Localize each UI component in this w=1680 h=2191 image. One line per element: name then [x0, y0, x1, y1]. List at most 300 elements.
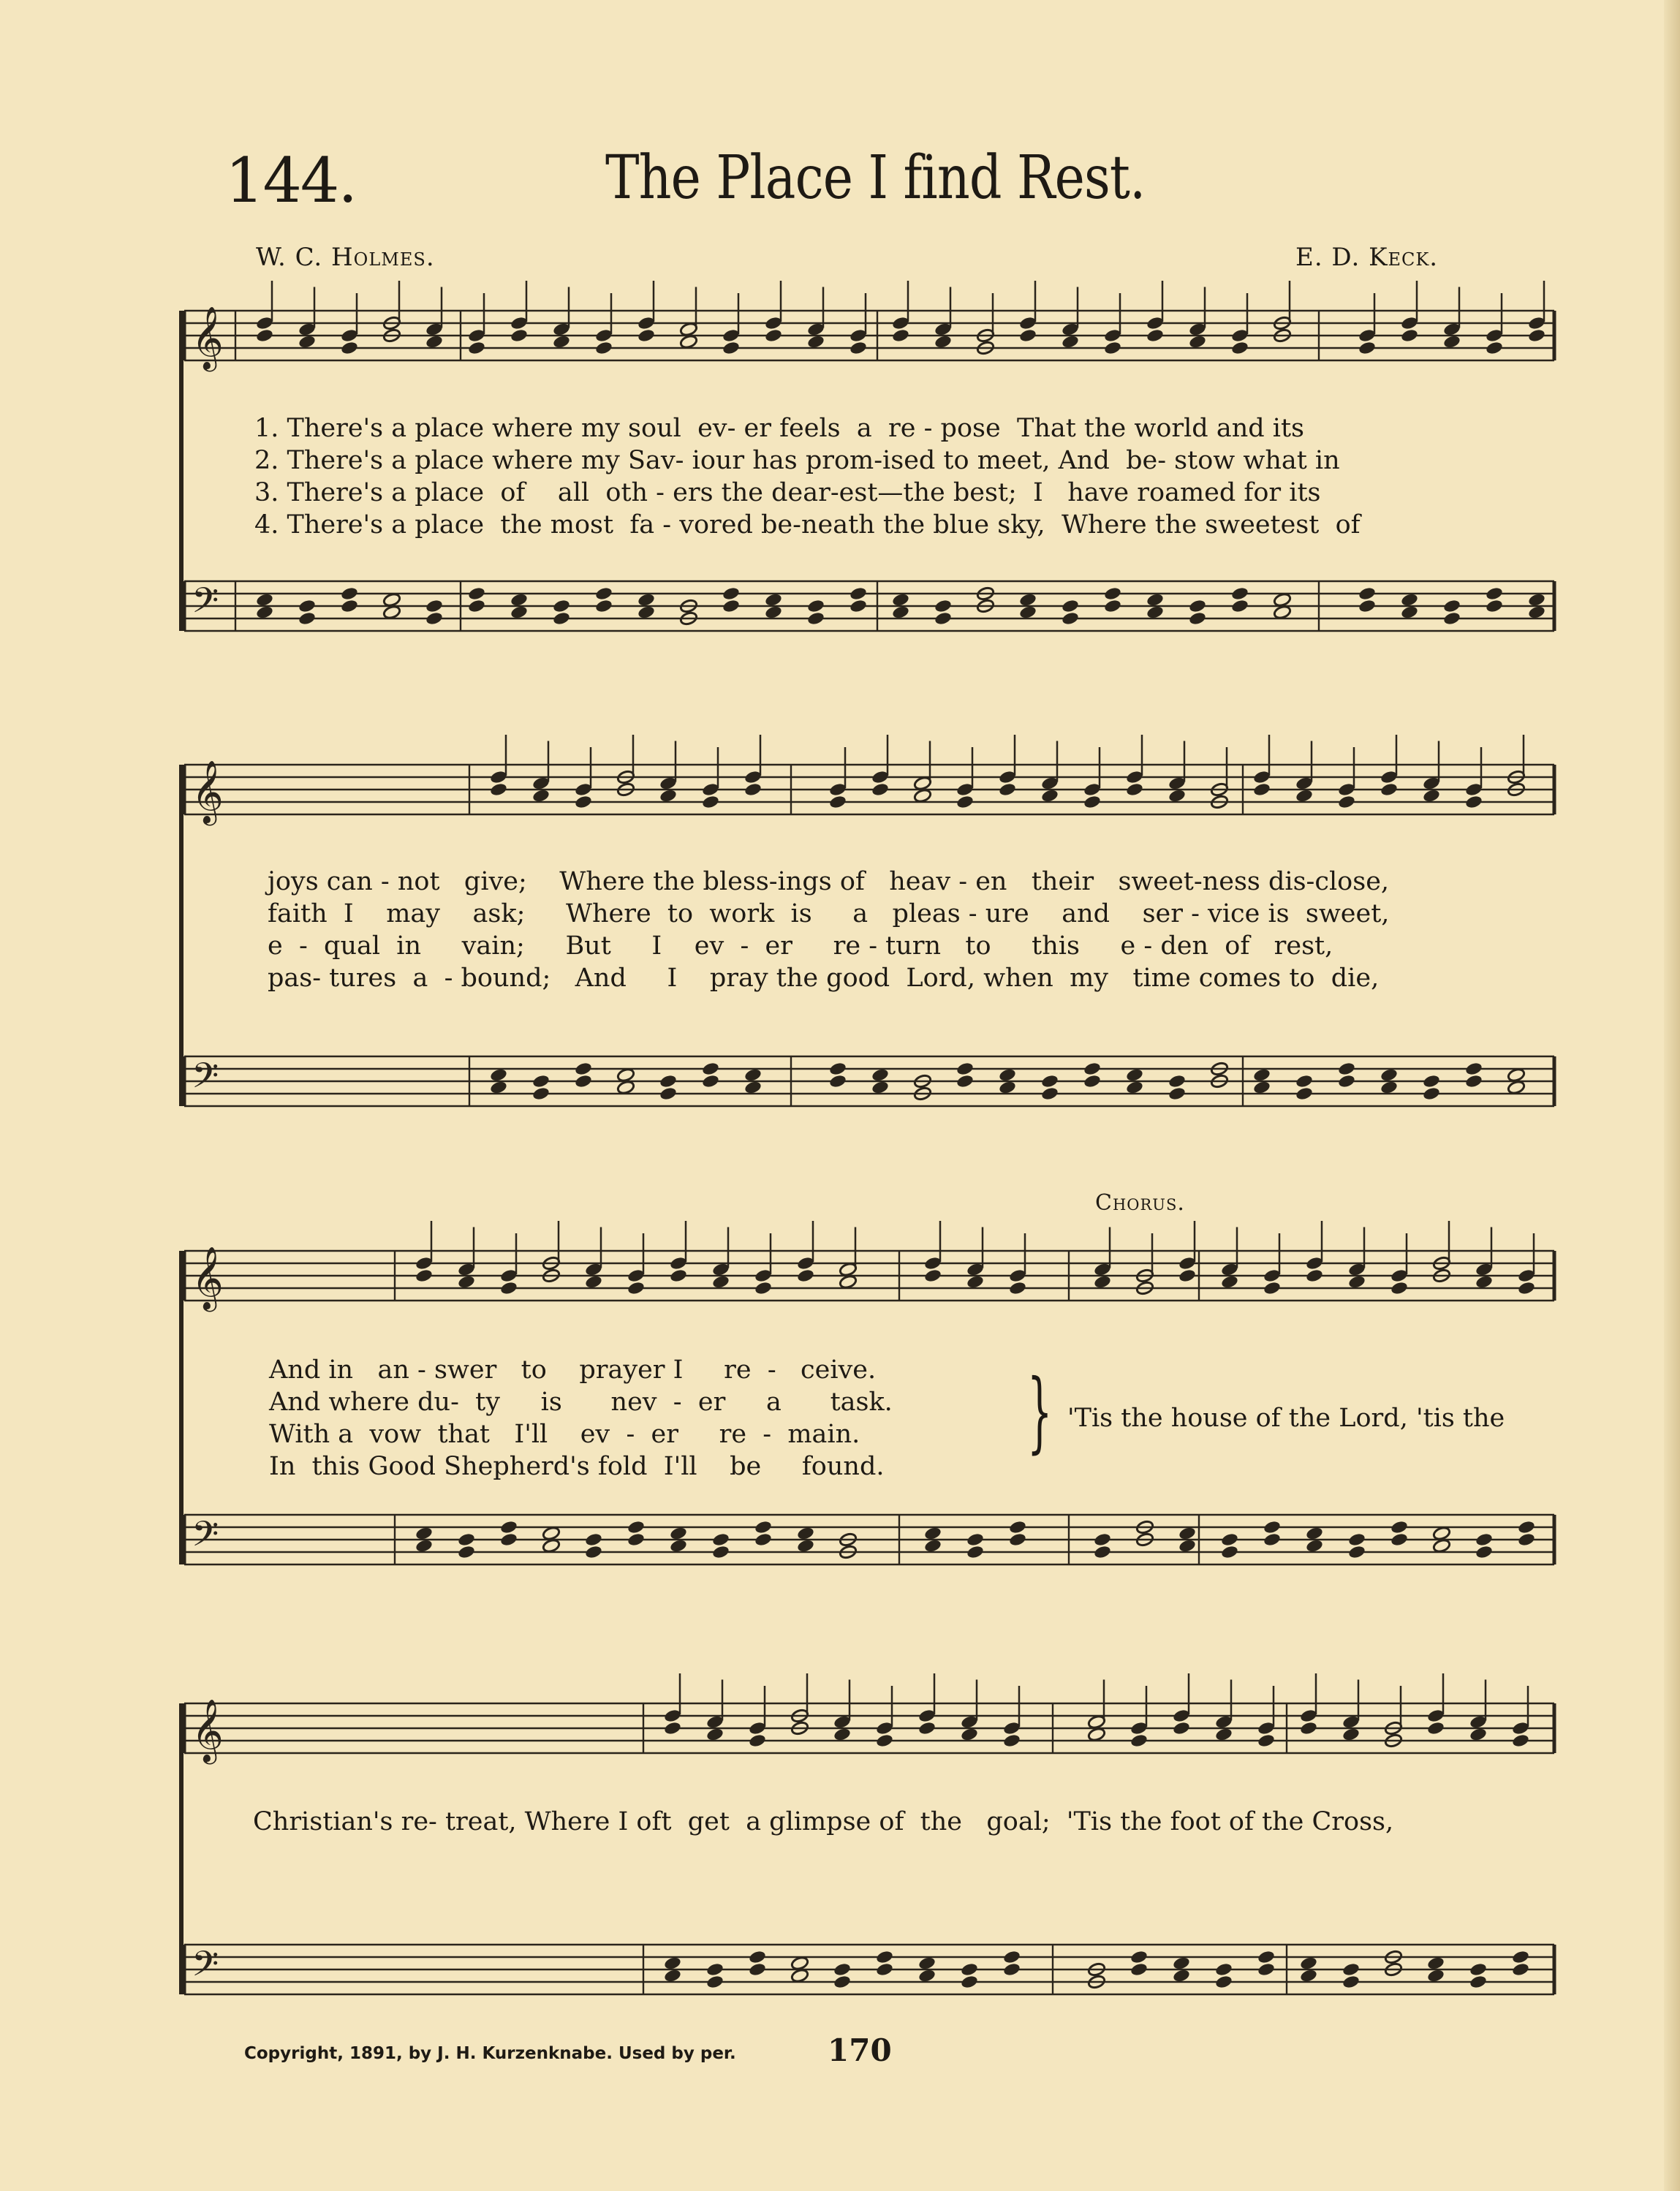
notehead: [1305, 1268, 1323, 1284]
lyric-verse-2: 2. There's a place where my Sav- iour has prom-ised to meet, And be- stow what in: [254, 446, 1340, 475]
notehead: [1358, 586, 1376, 602]
notehead: [806, 334, 825, 349]
notehead: [627, 1532, 645, 1548]
notehead: [637, 605, 655, 620]
notehead: [1230, 341, 1249, 356]
notehead: [1464, 1074, 1483, 1089]
notehead: [764, 592, 782, 608]
notehead: [1214, 1975, 1233, 1990]
notehead: [748, 1950, 766, 1965]
notehead: [1422, 1074, 1440, 1089]
notehead: [796, 1268, 814, 1284]
notehead: [917, 1968, 936, 1983]
notehead: [255, 592, 273, 608]
notehead: [754, 1281, 772, 1296]
notehead: [960, 1975, 978, 1990]
notehead: [1040, 788, 1059, 803]
notehead: [966, 1274, 984, 1290]
notehead: [1188, 599, 1206, 614]
chorus-label: Chorus.: [1095, 1190, 1185, 1216]
notehead: [1347, 1545, 1366, 1560]
notehead: [1008, 1532, 1026, 1548]
notehead: [1178, 1526, 1196, 1541]
notehead: [1220, 1532, 1238, 1548]
notehead: [1422, 788, 1440, 803]
notehead: [1125, 1080, 1143, 1095]
notehead: [542, 1526, 560, 1541]
notehead: [701, 1074, 719, 1089]
notehead: [425, 599, 443, 614]
notehead: [1432, 1526, 1450, 1541]
notehead: [711, 1532, 730, 1548]
notehead: [574, 795, 592, 810]
notehead: [1130, 1733, 1148, 1749]
notehead: [1342, 1975, 1360, 1990]
notehead: [415, 1538, 433, 1554]
notehead: [1527, 328, 1545, 344]
notehead: [1125, 1067, 1143, 1083]
notehead: [998, 782, 1016, 798]
notehead: [1168, 1074, 1186, 1089]
notehead: [998, 1067, 1016, 1083]
notehead: [966, 1545, 984, 1560]
notehead: [1257, 1950, 1275, 1965]
bass-clef-icon: 𝄢: [192, 580, 219, 629]
notehead: [960, 1962, 978, 1978]
notehead: [1002, 1950, 1021, 1965]
notehead: [1273, 605, 1291, 620]
notehead: [1214, 1727, 1233, 1742]
notehead: [1146, 592, 1164, 608]
notehead: [1347, 1274, 1366, 1290]
notehead: [1400, 592, 1418, 608]
notehead: [1442, 599, 1461, 614]
notehead: [828, 795, 847, 810]
notehead: [1146, 328, 1164, 344]
lyric-s2-line-2: faith I may ask; Where to work is a pleas - ure and ser - vice is sweet,: [268, 899, 1390, 928]
notehead: [584, 1545, 602, 1560]
notehead: [917, 1956, 936, 1971]
notehead: [1295, 788, 1313, 803]
notehead: [1527, 605, 1545, 620]
notehead: [552, 599, 570, 614]
notehead: [1018, 605, 1037, 620]
treble-clef-icon: 𝄞: [192, 1699, 224, 1762]
notehead: [489, 1067, 507, 1083]
notehead: [510, 605, 528, 620]
notehead: [1103, 586, 1121, 602]
notehead: [1475, 1274, 1493, 1290]
notehead: [1426, 1968, 1445, 1983]
notehead: [255, 328, 273, 344]
notehead: [574, 1074, 592, 1089]
notehead: [1517, 1281, 1535, 1296]
notehead: [1475, 1532, 1493, 1548]
notehead: [1008, 1520, 1026, 1535]
notehead: [298, 611, 316, 627]
notehead: [1507, 1067, 1525, 1083]
notehead: [467, 599, 485, 614]
lyric-s2-line-4: pas- tures a - bound; And I pray the good Lord, when my time comes to die,: [268, 964, 1380, 993]
notehead: [1507, 1080, 1525, 1095]
notehead: [1093, 1274, 1111, 1290]
notehead: [1252, 782, 1271, 798]
notehead: [1295, 1074, 1313, 1089]
notehead: [1002, 1733, 1021, 1749]
notehead: [1083, 795, 1101, 810]
notehead: [1263, 1532, 1281, 1548]
notehead: [1426, 1721, 1445, 1736]
notehead: [1422, 1086, 1440, 1102]
notehead: [616, 1067, 635, 1083]
notehead: [382, 605, 401, 620]
notehead: [1040, 1074, 1059, 1089]
notehead: [828, 1062, 847, 1077]
notehead: [1464, 1062, 1483, 1077]
notehead: [1230, 586, 1249, 602]
notehead: [1125, 782, 1143, 798]
notehead: [1257, 1962, 1275, 1978]
notehead: [457, 1274, 475, 1290]
notehead: [1103, 341, 1121, 356]
lyric-s4-line: Christian's re- treat, Where I oft get a glimpse of the goal; 'Tis the foot of the Cross,: [253, 1807, 1394, 1836]
notehead: [1305, 1538, 1323, 1554]
notehead: [1146, 605, 1164, 620]
notehead: [663, 1721, 681, 1736]
notehead: [574, 1062, 592, 1077]
notehead: [754, 1520, 772, 1535]
notehead: [669, 1538, 687, 1554]
notehead: [1093, 1545, 1111, 1560]
notehead: [1040, 1086, 1059, 1102]
notehead: [849, 599, 867, 614]
treble-clef-icon: 𝄞: [192, 1246, 224, 1309]
notehead: [679, 334, 697, 349]
notehead: [871, 1080, 889, 1095]
notehead: [1511, 1950, 1529, 1965]
notehead: [659, 1074, 677, 1089]
notehead: [1380, 1080, 1398, 1095]
notehead: [1295, 1086, 1313, 1102]
notehead: [1475, 1545, 1493, 1560]
notehead: [1214, 1962, 1233, 1978]
notehead: [1485, 599, 1503, 614]
notehead: [934, 599, 952, 614]
notehead: [1130, 1962, 1148, 1978]
notehead: [1172, 1956, 1190, 1971]
lyric-s3-line-1: And in an - swer to prayer I re - ceive.: [269, 1355, 877, 1385]
notehead: [1380, 782, 1398, 798]
notehead: [1168, 1086, 1186, 1102]
notehead: [806, 611, 825, 627]
notehead: [828, 1074, 847, 1089]
notehead: [1337, 795, 1355, 810]
notehead: [711, 1545, 730, 1560]
notehead: [1178, 1268, 1196, 1284]
notehead: [891, 592, 909, 608]
notehead: [1061, 599, 1079, 614]
notehead: [584, 1532, 602, 1548]
notehead: [1469, 1962, 1487, 1978]
notehead: [457, 1545, 475, 1560]
notehead: [499, 1520, 518, 1535]
notehead: [1517, 1520, 1535, 1535]
bass-clef-icon: 𝄢: [192, 1513, 219, 1563]
notehead: [1299, 1721, 1317, 1736]
notehead: [934, 334, 952, 349]
notehead: [1342, 1962, 1360, 1978]
notehead: [917, 1721, 936, 1736]
notehead: [637, 328, 655, 344]
notehead: [1188, 334, 1206, 349]
notehead: [1469, 1975, 1487, 1990]
notehead: [966, 1532, 984, 1548]
notehead: [1018, 328, 1037, 344]
lyric-verse-4: 4. There's a place the most fa - vored be-neath the blue sky, Where the sweetest of: [254, 510, 1361, 540]
notehead: [875, 1733, 893, 1749]
notehead: [669, 1268, 687, 1284]
notehead: [923, 1526, 942, 1541]
notehead: [627, 1520, 645, 1535]
notehead: [960, 1727, 978, 1742]
notehead: [998, 1080, 1016, 1095]
lyric-verse-1: 1. There's a place where my soul ev- er feels a re - pose That the world and its: [254, 414, 1305, 443]
notehead: [489, 782, 507, 798]
notehead: [875, 1950, 893, 1965]
notehead: [796, 1526, 814, 1541]
lyric-s2-line-3: e - qual in vain; But I ev - er re - turn to this e - den of rest,: [268, 931, 1333, 961]
notehead: [1511, 1733, 1529, 1749]
notehead: [584, 1274, 602, 1290]
notehead: [1380, 1067, 1398, 1083]
notehead: [1220, 1545, 1238, 1560]
notehead: [1103, 599, 1121, 614]
notehead: [542, 1538, 560, 1554]
notehead: [722, 586, 740, 602]
notehead: [764, 328, 782, 344]
notehead: [754, 1532, 772, 1548]
bass-clef-icon: 𝄢: [192, 1055, 219, 1105]
notehead: [748, 1962, 766, 1978]
notehead: [1337, 1074, 1355, 1089]
notehead: [594, 599, 613, 614]
verse-brace: }: [1026, 1361, 1053, 1463]
notehead: [833, 1962, 851, 1978]
notehead: [701, 1062, 719, 1077]
notehead: [705, 1962, 724, 1978]
notehead: [531, 788, 550, 803]
notehead: [806, 599, 825, 614]
notehead: [849, 341, 867, 356]
notehead: [415, 1268, 433, 1284]
hymn-title: The Place I find Rest.: [605, 143, 1146, 213]
notehead: [891, 605, 909, 620]
notehead: [701, 795, 719, 810]
notehead: [1008, 1281, 1026, 1296]
notehead: [1178, 1538, 1196, 1554]
notehead: [663, 1956, 681, 1971]
notehead: [1087, 1727, 1105, 1742]
notehead: [875, 1962, 893, 1978]
lyric-s3-line-2: And where du- ty is nev - er a task.: [269, 1388, 893, 1417]
notehead: [637, 592, 655, 608]
notehead: [499, 1532, 518, 1548]
notehead: [552, 611, 570, 627]
notehead: [1400, 328, 1418, 344]
notehead: [340, 341, 358, 356]
notehead: [1230, 599, 1249, 614]
notehead: [1299, 1968, 1317, 1983]
notehead: [1299, 1956, 1317, 1971]
notehead: [839, 1274, 857, 1290]
notehead: [923, 1538, 942, 1554]
notehead: [489, 1080, 507, 1095]
notehead: [1517, 1532, 1535, 1548]
notehead: [705, 1727, 724, 1742]
notehead: [1511, 1962, 1529, 1978]
notehead: [1273, 592, 1291, 608]
notehead: [467, 341, 485, 356]
notehead: [415, 1526, 433, 1541]
lyric-s3-line-3: With a vow that I'll ev - er re - main.: [269, 1420, 860, 1449]
notehead: [659, 1086, 677, 1102]
composer-credit: E. D. Keck.: [1295, 243, 1439, 272]
lyric-s3-line-4: In this Good Shepherd's fold I'll be found.: [269, 1452, 885, 1481]
notehead: [594, 341, 613, 356]
notehead: [796, 1538, 814, 1554]
notehead: [1432, 1538, 1450, 1554]
notehead: [743, 1080, 762, 1095]
notehead: [1093, 1532, 1111, 1548]
notehead: [531, 1074, 550, 1089]
notehead: [616, 1080, 635, 1095]
notehead: [871, 1067, 889, 1083]
notehead: [499, 1281, 518, 1296]
notehead: [1400, 605, 1418, 620]
notehead: [934, 611, 952, 627]
notehead: [923, 1268, 942, 1284]
notehead: [1263, 1520, 1281, 1535]
notehead: [722, 341, 740, 356]
notehead: [1061, 334, 1079, 349]
notehead: [531, 1086, 550, 1102]
notehead: [1083, 1074, 1101, 1089]
notehead: [1252, 1080, 1271, 1095]
notehead: [1464, 795, 1483, 810]
notehead: [1257, 1733, 1275, 1749]
notehead: [594, 586, 613, 602]
notehead: [913, 788, 931, 803]
notehead: [1390, 1520, 1408, 1535]
notehead: [1018, 592, 1037, 608]
notehead: [1390, 1532, 1408, 1548]
notehead: [382, 592, 401, 608]
notehead: [1337, 1062, 1355, 1077]
notehead: [722, 599, 740, 614]
notehead: [849, 586, 867, 602]
notehead: [552, 334, 570, 349]
notehead: [1485, 341, 1503, 356]
chorus-refrain-text: 'Tis the house of the Lord, 'tis the: [1067, 1404, 1505, 1433]
notehead: [711, 1274, 730, 1290]
notehead: [1347, 1532, 1366, 1548]
notehead: [663, 1968, 681, 1983]
notehead: [457, 1532, 475, 1548]
notehead: [705, 1975, 724, 1990]
page-number: 170: [828, 2032, 892, 2068]
notehead: [1469, 1727, 1487, 1742]
notehead: [340, 599, 358, 614]
notehead: [510, 592, 528, 608]
notehead: [871, 782, 889, 798]
notehead: [425, 334, 443, 349]
notehead: [764, 605, 782, 620]
notehead: [298, 334, 316, 349]
notehead: [1168, 788, 1186, 803]
notehead: [1172, 1721, 1190, 1736]
notehead: [510, 328, 528, 344]
notehead: [956, 1062, 974, 1077]
notehead: [743, 782, 762, 798]
notehead: [425, 611, 443, 627]
notehead: [1358, 599, 1376, 614]
notehead: [1252, 1067, 1271, 1083]
notehead: [659, 788, 677, 803]
treble-clef-icon: 𝄞: [192, 760, 224, 823]
notehead: [298, 599, 316, 614]
notehead: [1442, 611, 1461, 627]
notehead: [956, 795, 974, 810]
notehead: [790, 1956, 809, 1971]
notehead: [1083, 1062, 1101, 1077]
notehead: [669, 1526, 687, 1541]
notehead: [1527, 592, 1545, 608]
notehead: [1188, 611, 1206, 627]
copyright-notice: Copyright, 1891, by J. H. Kurzenknabe. Used by per.: [244, 2044, 736, 2063]
notehead: [1342, 1727, 1360, 1742]
notehead: [467, 586, 485, 602]
notehead: [790, 1968, 809, 1983]
notehead: [833, 1975, 851, 1990]
notehead: [1485, 586, 1503, 602]
notehead: [340, 586, 358, 602]
bass-clef-icon: 𝄢: [192, 1943, 219, 1993]
lyric-s2-line-1: joys can - not give; Where the bless-ings of heav - en their sweet-ness dis-close,: [268, 867, 1390, 896]
notehead: [1390, 1281, 1408, 1296]
treble-clef-icon: 𝄞: [192, 306, 224, 369]
notehead: [1358, 341, 1376, 356]
notehead: [748, 1733, 766, 1749]
notehead: [1442, 334, 1461, 349]
notehead: [1061, 611, 1079, 627]
notehead: [627, 1281, 645, 1296]
notehead: [1220, 1274, 1238, 1290]
lyric-verse-3: 3. There's a place of all oth - ers the dear-est—the best; I have roamed for its: [254, 478, 1321, 507]
notehead: [1305, 1526, 1323, 1541]
notehead: [1002, 1962, 1021, 1978]
notehead: [1426, 1956, 1445, 1971]
notehead: [255, 605, 273, 620]
notehead: [1130, 1950, 1148, 1965]
author-credit: W. C. Holmes.: [256, 243, 435, 272]
notehead: [743, 1067, 762, 1083]
notehead: [891, 328, 909, 344]
notehead: [833, 1727, 851, 1742]
hymn-number: 144.: [225, 145, 357, 216]
notehead: [956, 1074, 974, 1089]
notehead: [1172, 1968, 1190, 1983]
notehead: [1263, 1281, 1281, 1296]
